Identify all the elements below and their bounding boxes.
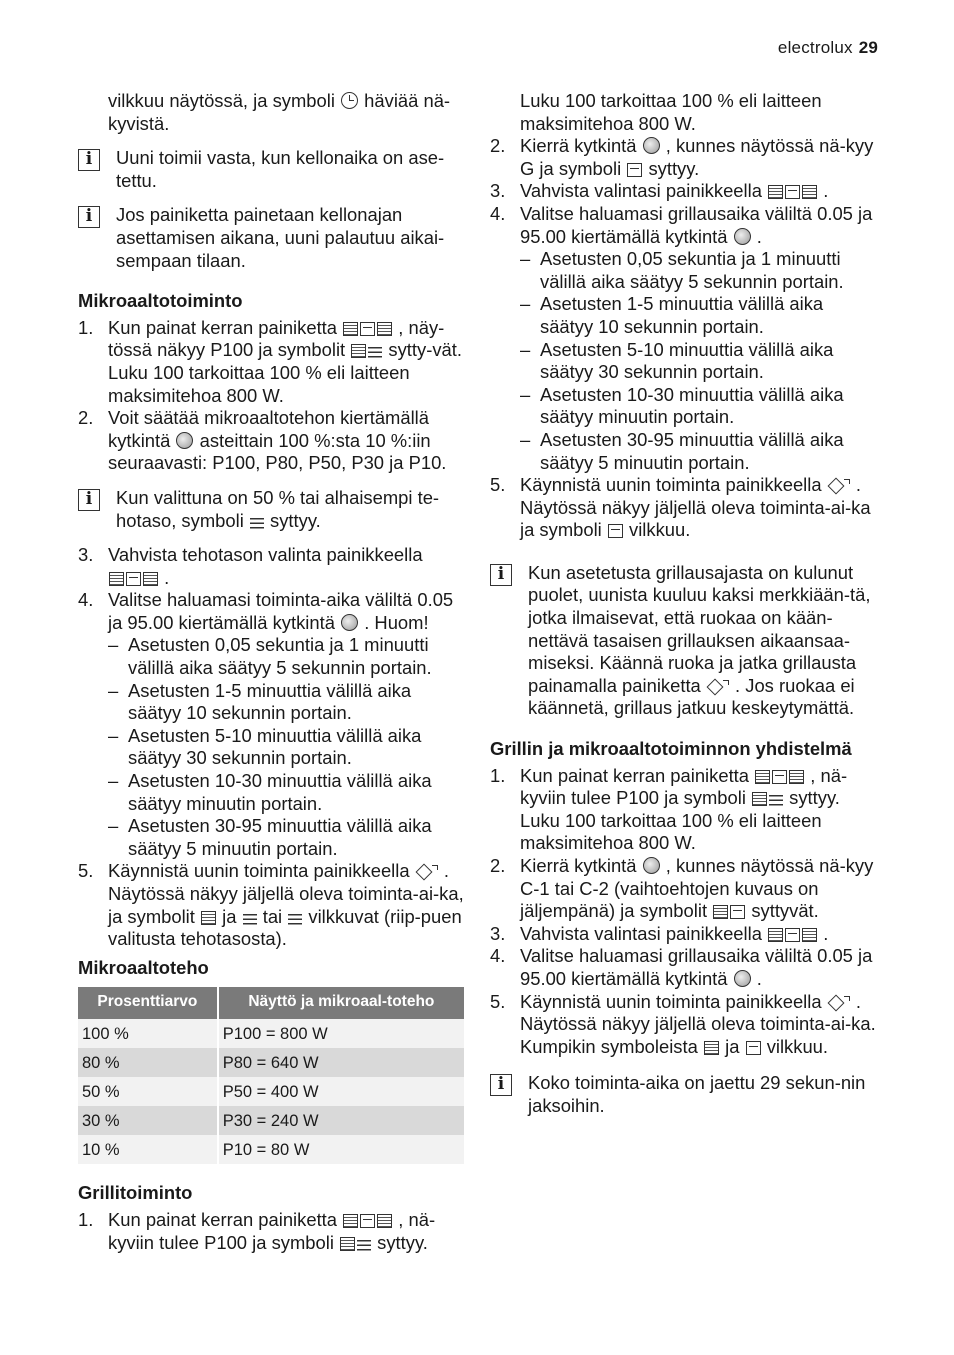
step-text: syttyy. <box>648 157 700 179</box>
microwave-icon <box>802 928 817 942</box>
table-cell: 80 % <box>78 1048 218 1077</box>
knob-icon <box>734 970 751 987</box>
step-text: . Huom! <box>364 611 429 633</box>
power-level-icon <box>243 911 257 925</box>
grill-icon <box>730 905 745 919</box>
list-item <box>490 293 880 338</box>
info-icon: i <box>490 564 512 586</box>
step-number: 2. <box>490 135 506 157</box>
grill-icon <box>126 572 141 586</box>
dash: – <box>108 724 119 746</box>
list-item <box>78 1209 466 1254</box>
grill-icon <box>746 1041 761 1055</box>
microwave-icon <box>343 1214 358 1228</box>
table-cell: P80 = 640 W <box>218 1048 464 1077</box>
step-text: . <box>823 922 829 944</box>
step-continuation: Luku 100 tarkoittaa 100 % eli laitteen maksimitehoa 800 W. <box>520 90 822 134</box>
power-level-icon <box>357 1237 371 1251</box>
list-item <box>78 860 466 950</box>
knob-icon <box>643 137 660 154</box>
step-text: Kun painat kerran painiketta <box>108 316 338 338</box>
step-text: Kun painat kerran painiketta <box>520 764 750 786</box>
microwave-icon <box>789 770 804 784</box>
step-text: Vahvista valintasi painikkeella <box>520 180 762 202</box>
microwave-icon <box>109 572 124 586</box>
step-text: Valitse haluamasi toiminta-aika väliltä 0.05 ja 95.00 kiertämällä kytkintä <box>108 589 454 633</box>
step-number: 4. <box>78 589 94 611</box>
intro-text-b: häviää nä-kyvistä. <box>108 90 451 134</box>
step-text: , nä-kyviin tulee P100 ja symboli <box>520 764 848 809</box>
page-header <box>778 38 878 58</box>
step-text: . <box>823 180 829 202</box>
list-item <box>78 680 466 725</box>
dash: – <box>108 679 119 701</box>
table-header: Prosenttiarvo <box>78 987 218 1019</box>
step-text: Käynnistä uunin toiminta painikkeella <box>520 474 822 496</box>
list-item <box>78 589 466 634</box>
step-text: asteittain 100 %:sta 10 %:iin seuraavasti: P100, P80, P50, P30 ja P10. <box>108 429 447 474</box>
step-text: Valitse haluamasi grillausaika väliltä 0.05 ja 95.00 kiertämällä kytkintä <box>520 202 873 247</box>
start-icon <box>828 996 850 1010</box>
sub-text: Asetusten 0,05 sekuntia ja 1 minuutti välillä aika säätyy 5 sekunnin portain. <box>128 634 432 679</box>
list-item <box>490 474 880 542</box>
step-text: . Näytössä näkyy jäljellä oleva toiminta-ai-ka ja symboli <box>520 474 871 541</box>
step-text: Valitse haluamasi grillausaika väliltä 0.05 ja 95.00 kiertämällä kytkintä <box>520 945 873 989</box>
info-note <box>78 487 466 532</box>
table-row <box>78 1019 464 1048</box>
start-icon <box>828 479 850 493</box>
microwave-icon <box>704 1041 719 1055</box>
step-text: ja <box>222 905 237 927</box>
info-icon: i <box>490 1074 512 1096</box>
step-text: Käynnistä uunin toiminta painikkeella <box>520 990 822 1012</box>
step-text: Vahvista valintasi painikkeella <box>520 922 762 944</box>
step-number: 1. <box>78 1208 94 1230</box>
list-item <box>490 135 880 180</box>
step-text: . Näytössä näkyy jäljellä oleva toiminta-ai-ka, ja symbolit <box>108 860 464 927</box>
info-icon: i <box>78 489 100 511</box>
grill-icon <box>360 322 375 336</box>
step-number: 3. <box>490 922 506 944</box>
note-text: syttyy. <box>270 509 321 531</box>
dash: – <box>520 428 531 450</box>
step-number: 5. <box>78 860 94 882</box>
list-item <box>78 407 466 475</box>
step-number: 4. <box>490 202 506 224</box>
list-item <box>490 429 880 474</box>
table-header-row <box>78 987 464 1019</box>
note-text: Koko toiminta-aika on jaettu 29 sekun-nin jaksoihin. <box>528 1072 866 1116</box>
note-text: Kun valittuna on 50 % tai alhaisempi te-hotaso, symboli <box>116 486 440 531</box>
sub-text: Asetusten 5-10 minuuttia välillä aika säätyy 30 sekunnin portain. <box>540 338 834 383</box>
power-level-icon <box>769 792 783 806</box>
list-item <box>490 945 880 990</box>
step-text: Kierrä kytkintä <box>520 135 637 157</box>
grill-icon <box>627 163 642 177</box>
dash: – <box>108 815 119 837</box>
list-item <box>490 180 880 203</box>
step-number: 2. <box>78 407 94 429</box>
list-item <box>490 384 880 429</box>
info-icon: i <box>78 149 100 171</box>
step-number: 5. <box>490 990 506 1012</box>
section-heading-microwave: Mikroaaltotoiminto <box>78 290 243 312</box>
note-text: Kun asetetusta grillausajasta on kulunut puolet, uunista kuuluu kaksi merkkiään-tä, jotka ilmaisevat, että ruokaa on kään-nettävä tasaisen grillauksen aikaansaa-miseksi. Käännä ruoka ja jatka grillausta painamalla painiketta <box>528 561 871 696</box>
microwave-icon <box>143 572 158 586</box>
table-cell: 10 % <box>78 1135 218 1164</box>
sub-text: Asetusten 5-10 minuuttia välillä aika säätyy 30 sekunnin portain. <box>128 724 422 769</box>
step-text: , kunnes näytössä nä-kyy C-1 tai C-2 (vaihtoehtojen kuvaus on jäljempänä) ja symbolit <box>520 855 874 922</box>
info-note <box>490 1072 880 1117</box>
intro-text <box>78 90 466 135</box>
dash: – <box>520 383 531 405</box>
step-text: . <box>756 967 762 989</box>
dash: – <box>520 248 531 270</box>
power-level-icon <box>288 911 302 925</box>
step-text: Voit säätää mikroaaltotehon kiertämällä kytkintä <box>108 407 429 451</box>
power-level-icon <box>368 344 382 358</box>
dash: – <box>520 293 531 315</box>
table-cell: P30 = 240 W <box>218 1106 464 1135</box>
step-text: syttyy. Luku 100 tarkoittaa 100 % eli laitteen maksimitehoa 800 W. <box>520 787 840 854</box>
grill-icon <box>772 770 787 784</box>
microwave-icon <box>802 185 817 199</box>
knob-icon <box>643 857 660 874</box>
sub-text: Asetusten 10-30 minuuttia välillä aika säätyy minuutin portain. <box>128 770 432 814</box>
microwave-icon <box>201 911 216 925</box>
step-text: Kun painat kerran painiketta <box>108 1208 338 1230</box>
list-item <box>78 317 466 407</box>
step-text: . <box>164 566 170 588</box>
step-text: ja <box>725 1035 740 1057</box>
list-item <box>490 765 880 855</box>
table-cell: P50 = 400 W <box>218 1077 464 1106</box>
step-number: 1. <box>78 316 94 338</box>
clock-icon <box>341 92 358 109</box>
section-heading-power: Mikroaaltoteho <box>78 956 209 978</box>
table-row <box>78 1048 464 1077</box>
combined-steps <box>490 765 880 1059</box>
sub-text: Asetusten 10-30 minuuttia välillä aika säätyy minuutin portain. <box>540 383 844 428</box>
microwave-icon <box>752 792 767 806</box>
microwave-steps-cont <box>78 544 466 951</box>
step-number: 5. <box>490 474 506 496</box>
microwave-icon <box>755 770 770 784</box>
microwave-icon <box>768 185 783 199</box>
list-item <box>490 339 880 384</box>
sub-text: Asetusten 1-5 minuuttia välillä aika säätyy 10 sekunnin portain. <box>540 293 824 337</box>
step-text: syttyvät. <box>751 900 819 922</box>
info-icon: i <box>78 206 100 228</box>
dash: – <box>108 634 119 656</box>
table-header: Näyttö ja mikroaal-toteho <box>218 987 464 1019</box>
microwave-icon <box>340 1237 355 1251</box>
grill-icon <box>785 185 800 199</box>
list-item <box>490 991 880 1059</box>
microwave-icon <box>713 905 728 919</box>
knob-icon <box>734 228 751 245</box>
info-note <box>78 147 466 192</box>
step-text: vilkkuu. <box>766 1035 829 1057</box>
microwave-icon <box>768 928 783 942</box>
step-number: 4. <box>490 945 506 967</box>
list-item <box>490 923 880 946</box>
list-item <box>78 770 466 815</box>
brand-name: electrolux <box>777 38 853 57</box>
microwave-icon <box>377 1214 392 1228</box>
list-item <box>78 725 466 770</box>
info-note <box>78 204 466 272</box>
note-text: Uuni toimii vasta, kun kellonaika on ase-tettu. <box>116 147 445 191</box>
power-table <box>78 987 464 1164</box>
step-number: 1. <box>490 764 506 786</box>
sub-text: Asetusten 30-95 minuuttia välillä aika säätyy 5 minuutin portain. <box>128 815 432 859</box>
right-column <box>490 90 880 1130</box>
start-icon <box>416 865 438 879</box>
table-cell: P100 = 800 W <box>218 1019 464 1048</box>
list-item <box>490 855 880 923</box>
sub-text: Asetusten 0,05 sekuntia ja 1 minuutti välillä aika säätyy 5 sekunnin portain. <box>540 248 844 292</box>
note-text: Jos painiketta painetaan kellonajan asettamisen aikana, uuni palautuu aikai-sempaan tilaan. <box>116 204 445 271</box>
grill-icon <box>360 1214 375 1228</box>
section-heading-grill: Grillitoiminto <box>78 1182 193 1204</box>
step-text: syttyy. <box>377 1231 428 1253</box>
step-text: , nä-kyviin tulee P100 ja symboli <box>108 1208 436 1253</box>
step-text: vilkkuu. <box>629 519 691 541</box>
step-number: 3. <box>78 544 94 566</box>
microwave-icon <box>351 344 366 358</box>
table-row <box>78 1106 464 1135</box>
table-cell: 50 % <box>78 1077 218 1106</box>
intro-text-a: vilkkuu näytössä, ja symboli <box>108 90 335 111</box>
section-heading-combined: Grillin ja mikroaaltotoiminnon yhdistelmä <box>490 738 852 760</box>
table-row <box>78 1135 464 1164</box>
microwave-steps <box>78 317 466 475</box>
microwave-icon <box>377 322 392 336</box>
step-text: sytty-vät. Luku 100 tarkoittaa 100 % eli laitteen maksimitehoa 800 W. <box>108 339 462 406</box>
info-note <box>490 562 880 720</box>
step-text: vilkkuvat (riip-puen valitusta tehotasosta). <box>108 905 462 950</box>
list-item <box>78 815 466 860</box>
table-cell: 30 % <box>78 1106 218 1135</box>
step-number: 2. <box>490 855 506 876</box>
step-text: tai <box>262 905 283 927</box>
list-item <box>78 544 466 589</box>
knob-icon <box>341 614 358 631</box>
step-text: , näy-tössä näkyy P100 ja symbolit <box>108 316 445 361</box>
grill-steps <box>78 1209 466 1254</box>
table-cell: 100 % <box>78 1019 218 1048</box>
knob-icon <box>176 432 193 449</box>
step-number: 3. <box>490 180 506 202</box>
note-text: . Jos ruokaa ei käännetä, grillaus jatkuu keskeytymättä. <box>528 674 855 719</box>
sub-text: Asetusten 1-5 minuuttia välillä aika säätyy 10 sekunnin portain. <box>128 679 412 724</box>
list-item <box>490 203 880 248</box>
dash: – <box>108 770 119 792</box>
page-number: 29 <box>858 38 878 57</box>
step-text: . <box>756 225 762 247</box>
step-text: . Näytössä näkyy jäljellä oleva toiminta-ai-ka. Kumpikin symboleista <box>520 990 876 1057</box>
grill-icon <box>785 928 800 942</box>
sub-text: Asetusten 30-95 minuuttia välillä aika säätyy 5 minuutin portain. <box>540 428 844 473</box>
list-item <box>490 248 880 293</box>
step-text: , kunnes näytössä nä-kyy G ja symboli <box>520 135 874 179</box>
step-text: Vahvista tehotason valinta painikkeella <box>108 544 423 566</box>
power-level-icon <box>250 515 264 529</box>
list-item <box>78 634 466 679</box>
start-icon <box>707 680 729 694</box>
step-text: Käynnistä uunin toiminta painikkeella <box>108 860 410 882</box>
table-row <box>78 1077 464 1106</box>
step-text: Kierrä kytkintä <box>520 855 637 876</box>
dash: – <box>520 338 531 360</box>
table-cell: P10 = 80 W <box>218 1135 464 1164</box>
left-column <box>78 90 466 1254</box>
microwave-icon <box>343 322 358 336</box>
grill-steps-cont <box>490 135 880 542</box>
grill-icon <box>608 524 623 538</box>
